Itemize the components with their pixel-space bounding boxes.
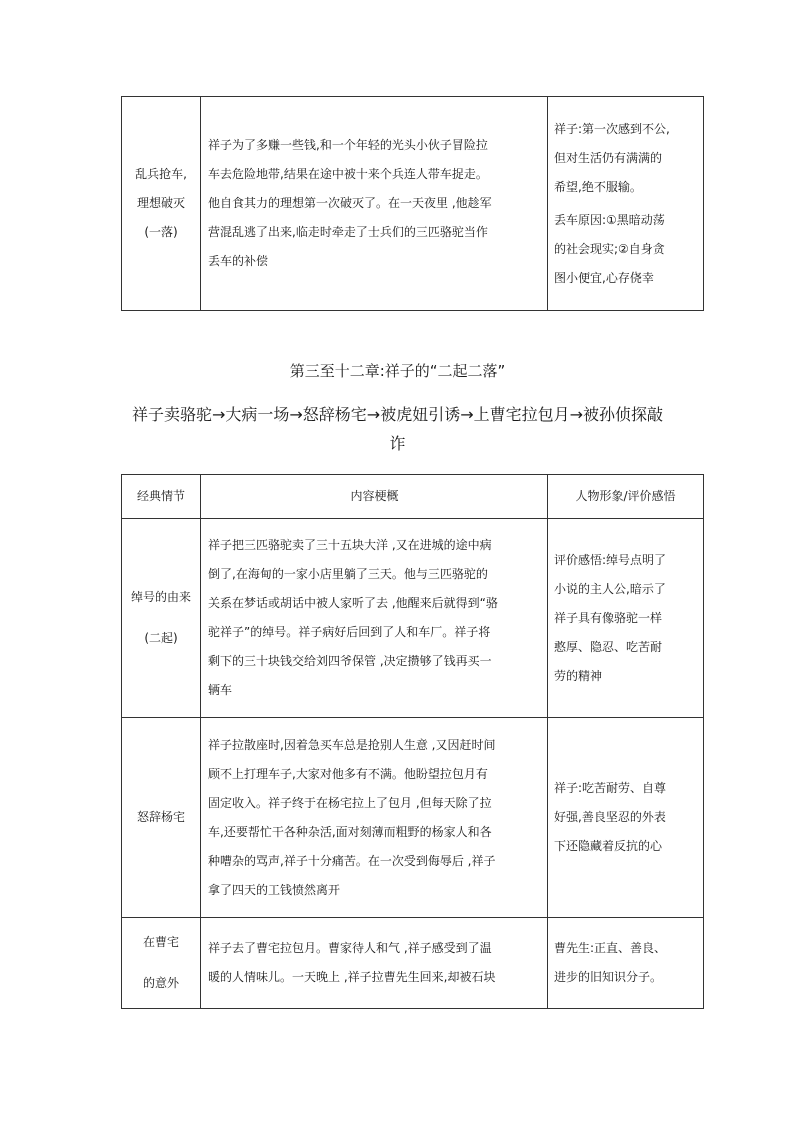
plot-table-continued bbox=[121, 96, 704, 311]
table-row bbox=[122, 519, 704, 718]
image-line: 憨厚、隐忍、吃苦耐 bbox=[554, 639, 663, 654]
content-line: 辆车 bbox=[208, 683, 233, 697]
plot-flow bbox=[121, 400, 674, 458]
content-line: 拿了四天的工钱愤然离开 bbox=[208, 882, 341, 897]
content-cell bbox=[201, 918, 548, 1009]
event-cell bbox=[122, 519, 201, 718]
table-row bbox=[122, 718, 704, 918]
image-line: 下还隐藏着反抗的心 bbox=[554, 839, 663, 853]
content-line: 顾不上打理车子,大家对他多有不满。他盼望拉包月有 bbox=[208, 766, 488, 781]
image-cell bbox=[548, 918, 704, 1009]
content-line: 祥子为了多赚一些钱,和一个年轻的光头小伙子冒险拉 bbox=[208, 138, 488, 152]
image-line: 劳的精神 bbox=[554, 668, 603, 683]
plot-flow-line: 祥子卖骆驼→大病一场→怒辞杨宅→被虎妞引诱→上曹宅拉包月→被孙侦探敲 bbox=[131, 405, 664, 424]
image-line: 祥子:第一次感到不公, bbox=[554, 121, 670, 136]
image-line: 丢车原因:①黑暗动荡 bbox=[554, 212, 665, 227]
table-header-row bbox=[122, 475, 704, 519]
image-line: 希望,绝不服输。 bbox=[554, 179, 642, 194]
image-line: 但对生活仍有满满的 bbox=[554, 150, 663, 165]
content-line: 车,还要帮忙干各种杂活,面对刻薄而粗野的杨家人和各 bbox=[208, 824, 492, 839]
event-line: 的意外 bbox=[142, 976, 179, 990]
event-line: 在曹宅 bbox=[142, 935, 179, 949]
content-cell bbox=[201, 519, 548, 718]
content-line: 祥子拉散座时,因着急买车总是抢别人生意 ,又因赶时间 bbox=[208, 737, 496, 752]
content-line: 他自食其力的理想第一次破灭了。在一天夜里 ,他趁军 bbox=[208, 196, 492, 210]
content-line: 丢车的补偿 bbox=[208, 254, 269, 268]
content-line: 固定收入。祥子终于在杨宅拉上了包月 ,但每天除了拉 bbox=[208, 795, 492, 810]
event-cell bbox=[122, 97, 201, 311]
image-cell bbox=[548, 718, 704, 918]
event-cell bbox=[122, 918, 201, 1009]
event-line: (一落) bbox=[144, 225, 178, 239]
content-line: 祥子把三匹骆驼卖了三十五块大洋 ,又在进城的途中病 bbox=[208, 538, 492, 552]
image-line: 小说的主人公,暗示了 bbox=[554, 581, 666, 596]
image-line: 曹先生:正直、善良、 bbox=[554, 941, 667, 955]
content-line: 暖的人情味儿。一天晚上 ,祥子拉曹先生回来,却被石块 bbox=[208, 970, 496, 984]
image-line: 评价感悟:绰号点明了 bbox=[554, 552, 667, 567]
table-row bbox=[122, 97, 704, 311]
image-cell bbox=[548, 97, 704, 311]
content-cell bbox=[201, 97, 548, 311]
image-line: 祥子具有像骆驼一样 bbox=[554, 610, 663, 625]
event-line: 绰号的由来 bbox=[130, 590, 191, 604]
table-row bbox=[122, 918, 704, 1009]
image-line: 图小便宜,心存侥幸 bbox=[554, 270, 654, 285]
event-line: 理想破灭 bbox=[136, 196, 185, 210]
image-line: 祥子:吃苦耐劳、自尊 bbox=[554, 781, 667, 795]
image-line: 的社会现实;②自身贪 bbox=[554, 241, 665, 256]
content-line: 种嘈杂的骂声,祥子十分痛苦。在一次受到侮辱后 ,祥子 bbox=[208, 853, 496, 868]
content-line: 关系在梦话或胡话中被人家听了去 ,他醒来后就得到“骆 bbox=[208, 596, 498, 610]
event-line: (二起) bbox=[144, 631, 178, 645]
content-cell bbox=[201, 718, 548, 918]
column-header: 人物形象/评价感悟 bbox=[548, 475, 704, 519]
event-cell: 怒辞杨宅 bbox=[122, 718, 201, 918]
image-line: 好强,善良坚忍的外表 bbox=[554, 810, 666, 824]
content-line: 倒了,在海甸的一家小店里躺了三天。他与三匹骆驼的 bbox=[208, 567, 488, 581]
content-line: 车去危险地带,结果在途中被十来个兵连人带车捉走。 bbox=[208, 167, 488, 181]
chapter-title: 第三至十二章:祥子的“二起二落” bbox=[289, 362, 506, 380]
image-cell bbox=[548, 519, 704, 718]
content-line: 祥子去了曹宅拉包月。曹家待人和气 ,祥子感受到了温 bbox=[208, 941, 492, 955]
content-line: 营混乱逃了出来,临走时牵走了士兵们的三匹骆驼当作 bbox=[208, 225, 488, 239]
content-line: 剩下的三十块钱交给刘四爷保管 ,决定攒够了钱再买一 bbox=[208, 654, 492, 668]
column-header: 内容梗概 bbox=[201, 475, 548, 519]
plot-flow-line: 诈 bbox=[389, 434, 406, 453]
content-line: 驼祥子”的绰号。祥子病好后回到了人和车厂。祥子将 bbox=[208, 625, 491, 639]
plot-table bbox=[121, 474, 704, 1009]
column-header: 经典情节 bbox=[122, 475, 201, 519]
event-line: 乱兵抢车, bbox=[135, 167, 187, 181]
image-line: 进步的旧知识分子。 bbox=[554, 970, 663, 984]
